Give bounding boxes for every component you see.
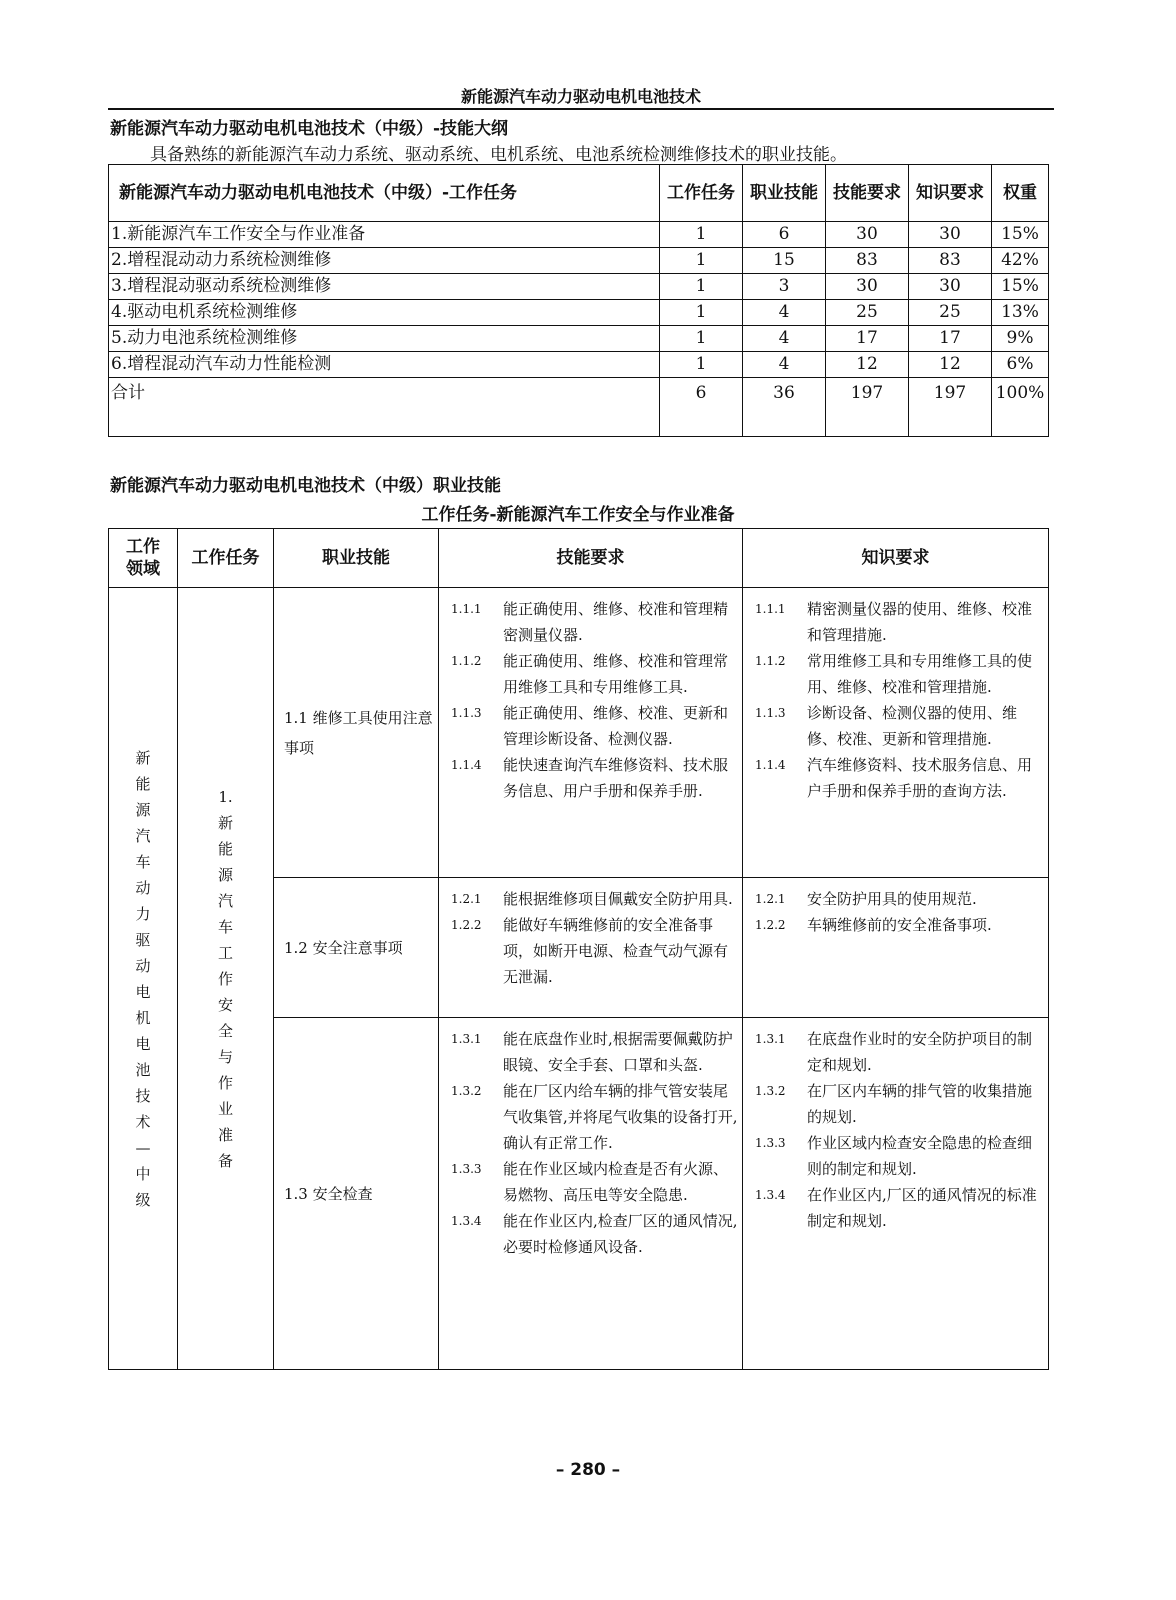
- table-cell: 1: [660, 248, 743, 274]
- skill-cell: 1.3 安全检查: [274, 1018, 439, 1370]
- item-text: 作业区域内检查安全隐患的检查细则的制定和规划.: [807, 1134, 1033, 1178]
- table-cell: 197: [826, 378, 909, 437]
- table-cell: 15%: [992, 274, 1049, 300]
- table-cell: 6: [743, 222, 826, 248]
- table-cell: 1: [660, 300, 743, 326]
- item-text: 在底盘作业时的安全防护项目的制定和规划.: [807, 1030, 1033, 1074]
- section1-intro: 具备熟练的新能源汽车动力系统、驱动系统、电机系统、电池系统检测维修技术的职业技能。: [150, 145, 847, 165]
- table-row: [109, 274, 1049, 300]
- item-number: 1.1.2: [755, 654, 786, 668]
- outline-header: 权重: [992, 165, 1049, 222]
- skills-header: 工作任务: [178, 529, 274, 588]
- skills-table: [108, 528, 1049, 1370]
- running-header: 新能源汽车动力驱动电机电池技术: [460, 87, 701, 106]
- item-number: 1.3.1: [755, 1032, 786, 1046]
- table-cell: 100%: [992, 378, 1049, 437]
- list-item: [451, 596, 738, 648]
- skills-header: 职业技能: [274, 529, 439, 588]
- knowledge-requirements-cell: [743, 1018, 1049, 1370]
- item-number: 1.1.3: [755, 706, 786, 720]
- list-item: [451, 1156, 738, 1208]
- table-cell: 1.新能源汽车工作安全与作业准备: [109, 222, 660, 248]
- item-text: 能正确使用、维修、校准、更新和管理诊断设备、检测仪器.: [503, 704, 729, 748]
- item-number: 1.1.2: [451, 654, 482, 668]
- table-cell: 6: [660, 378, 743, 437]
- item-text: 诊断设备、检测仪器的使用、维修、校准、更新和管理措施.: [807, 704, 1018, 748]
- item-number: 1.3.2: [755, 1084, 786, 1098]
- item-text: 能根据维修项目佩戴安全防护用具.: [503, 890, 733, 908]
- item-text: 能正确使用、维修、校准和管理常用维修工具和专用维修工具.: [503, 652, 729, 696]
- table-cell: 1: [660, 352, 743, 378]
- list-item: [451, 912, 738, 990]
- item-number: 1.1.4: [755, 758, 786, 772]
- list-item: [451, 1026, 738, 1078]
- item-text: 在作业区内,厂区的通风情况的标准制定和规划.: [807, 1186, 1037, 1230]
- item-text: 能在底盘作业时,根据需要佩戴防护眼镜、安全手套、口罩和头盔.: [503, 1030, 733, 1074]
- skill-cell: 1.2 安全注意事项: [274, 878, 439, 1018]
- list-item: [451, 752, 738, 804]
- table-cell: 197: [909, 378, 992, 437]
- outline-header: 技能要求: [826, 165, 909, 222]
- outline-header: 知识要求: [909, 165, 992, 222]
- work-domain-cell: [109, 588, 178, 1370]
- skill-group-row: [109, 588, 1049, 878]
- table-cell: 42%: [992, 248, 1049, 274]
- item-number: 1.3.1: [451, 1032, 482, 1046]
- item-text: 安全防护用具的使用规范.: [807, 890, 977, 908]
- table-cell: 4.驱动电机系统检测维修: [109, 300, 660, 326]
- item-number: 1.3.4: [755, 1188, 786, 1202]
- skill-requirements-cell: [439, 588, 743, 878]
- list-item: [755, 886, 1044, 912]
- knowledge-requirements-cell: [743, 588, 1049, 878]
- list-item: [755, 1026, 1044, 1078]
- list-item: [755, 912, 1044, 938]
- item-text: 能做好车辆维修前的安全准备事项，如断开电源、检查气动气源有无泄漏.: [503, 916, 729, 986]
- list-item: [755, 752, 1044, 804]
- list-item: [451, 700, 738, 752]
- item-number: 1.3.2: [451, 1084, 482, 1098]
- item-text: 汽车维修资料、技术服务信息、用户手册和保养手册的查询方法.: [807, 756, 1033, 800]
- table-cell: 合计: [109, 378, 660, 437]
- table-cell: 3: [743, 274, 826, 300]
- list-item: [451, 648, 738, 700]
- item-text: 常用维修工具和专用维修工具的使用、维修、校准和管理措施.: [807, 652, 1033, 696]
- skill-requirements-cell: [439, 878, 743, 1018]
- outline-table: [108, 164, 1049, 437]
- table-cell: 30: [826, 274, 909, 300]
- item-text: 能在厂区内给车辆的排气管安装尾气收集管,并将尾气收集的设备打开,确认有正常工作.: [503, 1082, 738, 1152]
- list-item: [755, 1078, 1044, 1130]
- outline-header-row: [109, 165, 1049, 222]
- table-cell: 12: [826, 352, 909, 378]
- item-number: 1.3.4: [451, 1214, 482, 1228]
- item-number: 1.2.1: [755, 892, 786, 906]
- item-number: 1.2.2: [451, 918, 482, 932]
- list-item: [451, 1208, 738, 1260]
- work-task-cell: [178, 588, 274, 1370]
- table-cell: 4: [743, 300, 826, 326]
- table-row: [109, 248, 1049, 274]
- item-text: 精密测量仪器的使用、维修、校准和管理措施.: [807, 600, 1033, 644]
- item-text: 能在作业区域内检查是否有火源、易燃物、高压电等安全隐患.: [503, 1160, 729, 1204]
- table-cell: 83: [826, 248, 909, 274]
- table-cell: 4: [743, 352, 826, 378]
- list-item: [755, 1182, 1044, 1234]
- header-rule: [108, 108, 1054, 110]
- table-row: [109, 352, 1049, 378]
- list-item: [451, 886, 738, 912]
- item-number: 1.2.1: [451, 892, 482, 906]
- table-cell: 25: [826, 300, 909, 326]
- item-number: 1.1.1: [755, 602, 786, 616]
- table-cell: 25: [909, 300, 992, 326]
- table-cell: 1: [660, 222, 743, 248]
- table-cell: 30: [909, 274, 992, 300]
- table-cell: 9%: [992, 326, 1049, 352]
- table-cell: 13%: [992, 300, 1049, 326]
- item-text: 在厂区内车辆的排气管的收集措施的规划.: [807, 1082, 1033, 1126]
- item-number: 1.1.1: [451, 602, 482, 616]
- table-cell: 17: [826, 326, 909, 352]
- item-text: 车辆维修前的安全准备事项.: [807, 916, 992, 934]
- table-cell: 15: [743, 248, 826, 274]
- outline-header: 新能源汽车动力驱动电机电池技术（中级）-工作任务: [109, 165, 660, 222]
- item-number: 1.3.3: [451, 1162, 482, 1176]
- page-number: – 280 –: [555, 1460, 621, 1480]
- section2-title: 新能源汽车动力驱动电机电池技术（中级）职业技能: [110, 476, 501, 496]
- knowledge-requirements-cell: [743, 878, 1049, 1018]
- item-text: 能在作业区内,检查厂区的通风情况,必要时检修通风设备.: [503, 1212, 738, 1256]
- list-item: [755, 648, 1044, 700]
- work-task-text: 1.新能源汽车工作安全与作业准备: [217, 787, 233, 1170]
- work-domain-text: 新能源汽车动力驱动电机电池技术—中级: [135, 748, 151, 1209]
- table-cell: 36: [743, 378, 826, 437]
- outline-header: 职业技能: [743, 165, 826, 222]
- item-number: 1.1.3: [451, 706, 482, 720]
- item-text: 能正确使用、维修、校准和管理精密测量仪器.: [503, 600, 729, 644]
- outline-total-row: [109, 378, 1049, 437]
- skill-cell: 1.1 维修工具使用注意事项: [274, 588, 439, 878]
- table-cell: 1: [660, 274, 743, 300]
- table-cell: 83: [909, 248, 992, 274]
- table-cell: 30: [909, 222, 992, 248]
- table-cell: 6.增程混动汽车动力性能检测: [109, 352, 660, 378]
- outline-header: 工作任务: [660, 165, 743, 222]
- table-cell: 2.增程混动动力系统检测维修: [109, 248, 660, 274]
- item-number: 1.2.2: [755, 918, 786, 932]
- skills-table-title: 工作任务-新能源汽车工作安全与作业准备: [421, 505, 735, 525]
- table-cell: 15%: [992, 222, 1049, 248]
- table-cell: 6%: [992, 352, 1049, 378]
- list-item: [755, 596, 1044, 648]
- item-number: 1.3.3: [755, 1136, 786, 1150]
- table-cell: 12: [909, 352, 992, 378]
- skills-header: 工作领域: [109, 529, 178, 588]
- table-cell: 4: [743, 326, 826, 352]
- item-number: 1.1.4: [451, 758, 482, 772]
- table-cell: 17: [909, 326, 992, 352]
- table-row: [109, 300, 1049, 326]
- table-cell: 1: [660, 326, 743, 352]
- list-item: [451, 1078, 738, 1156]
- skill-requirements-cell: [439, 1018, 743, 1370]
- table-row: [109, 222, 1049, 248]
- section1-title: 新能源汽车动力驱动电机电池技术（中级）-技能大纲: [110, 119, 509, 139]
- table-cell: 5.动力电池系统检测维修: [109, 326, 660, 352]
- item-text: 能快速查询汽车维修资料、技术服务信息、用户手册和保养手册.: [503, 756, 729, 800]
- skills-header: 知识要求: [743, 529, 1049, 588]
- table-cell: 3.增程混动驱动系统检测维修: [109, 274, 660, 300]
- table-row: [109, 326, 1049, 352]
- list-item: [755, 700, 1044, 752]
- table-cell: 30: [826, 222, 909, 248]
- skills-header: 技能要求: [439, 529, 743, 588]
- skills-header-row: [109, 529, 1049, 588]
- list-item: [755, 1130, 1044, 1182]
